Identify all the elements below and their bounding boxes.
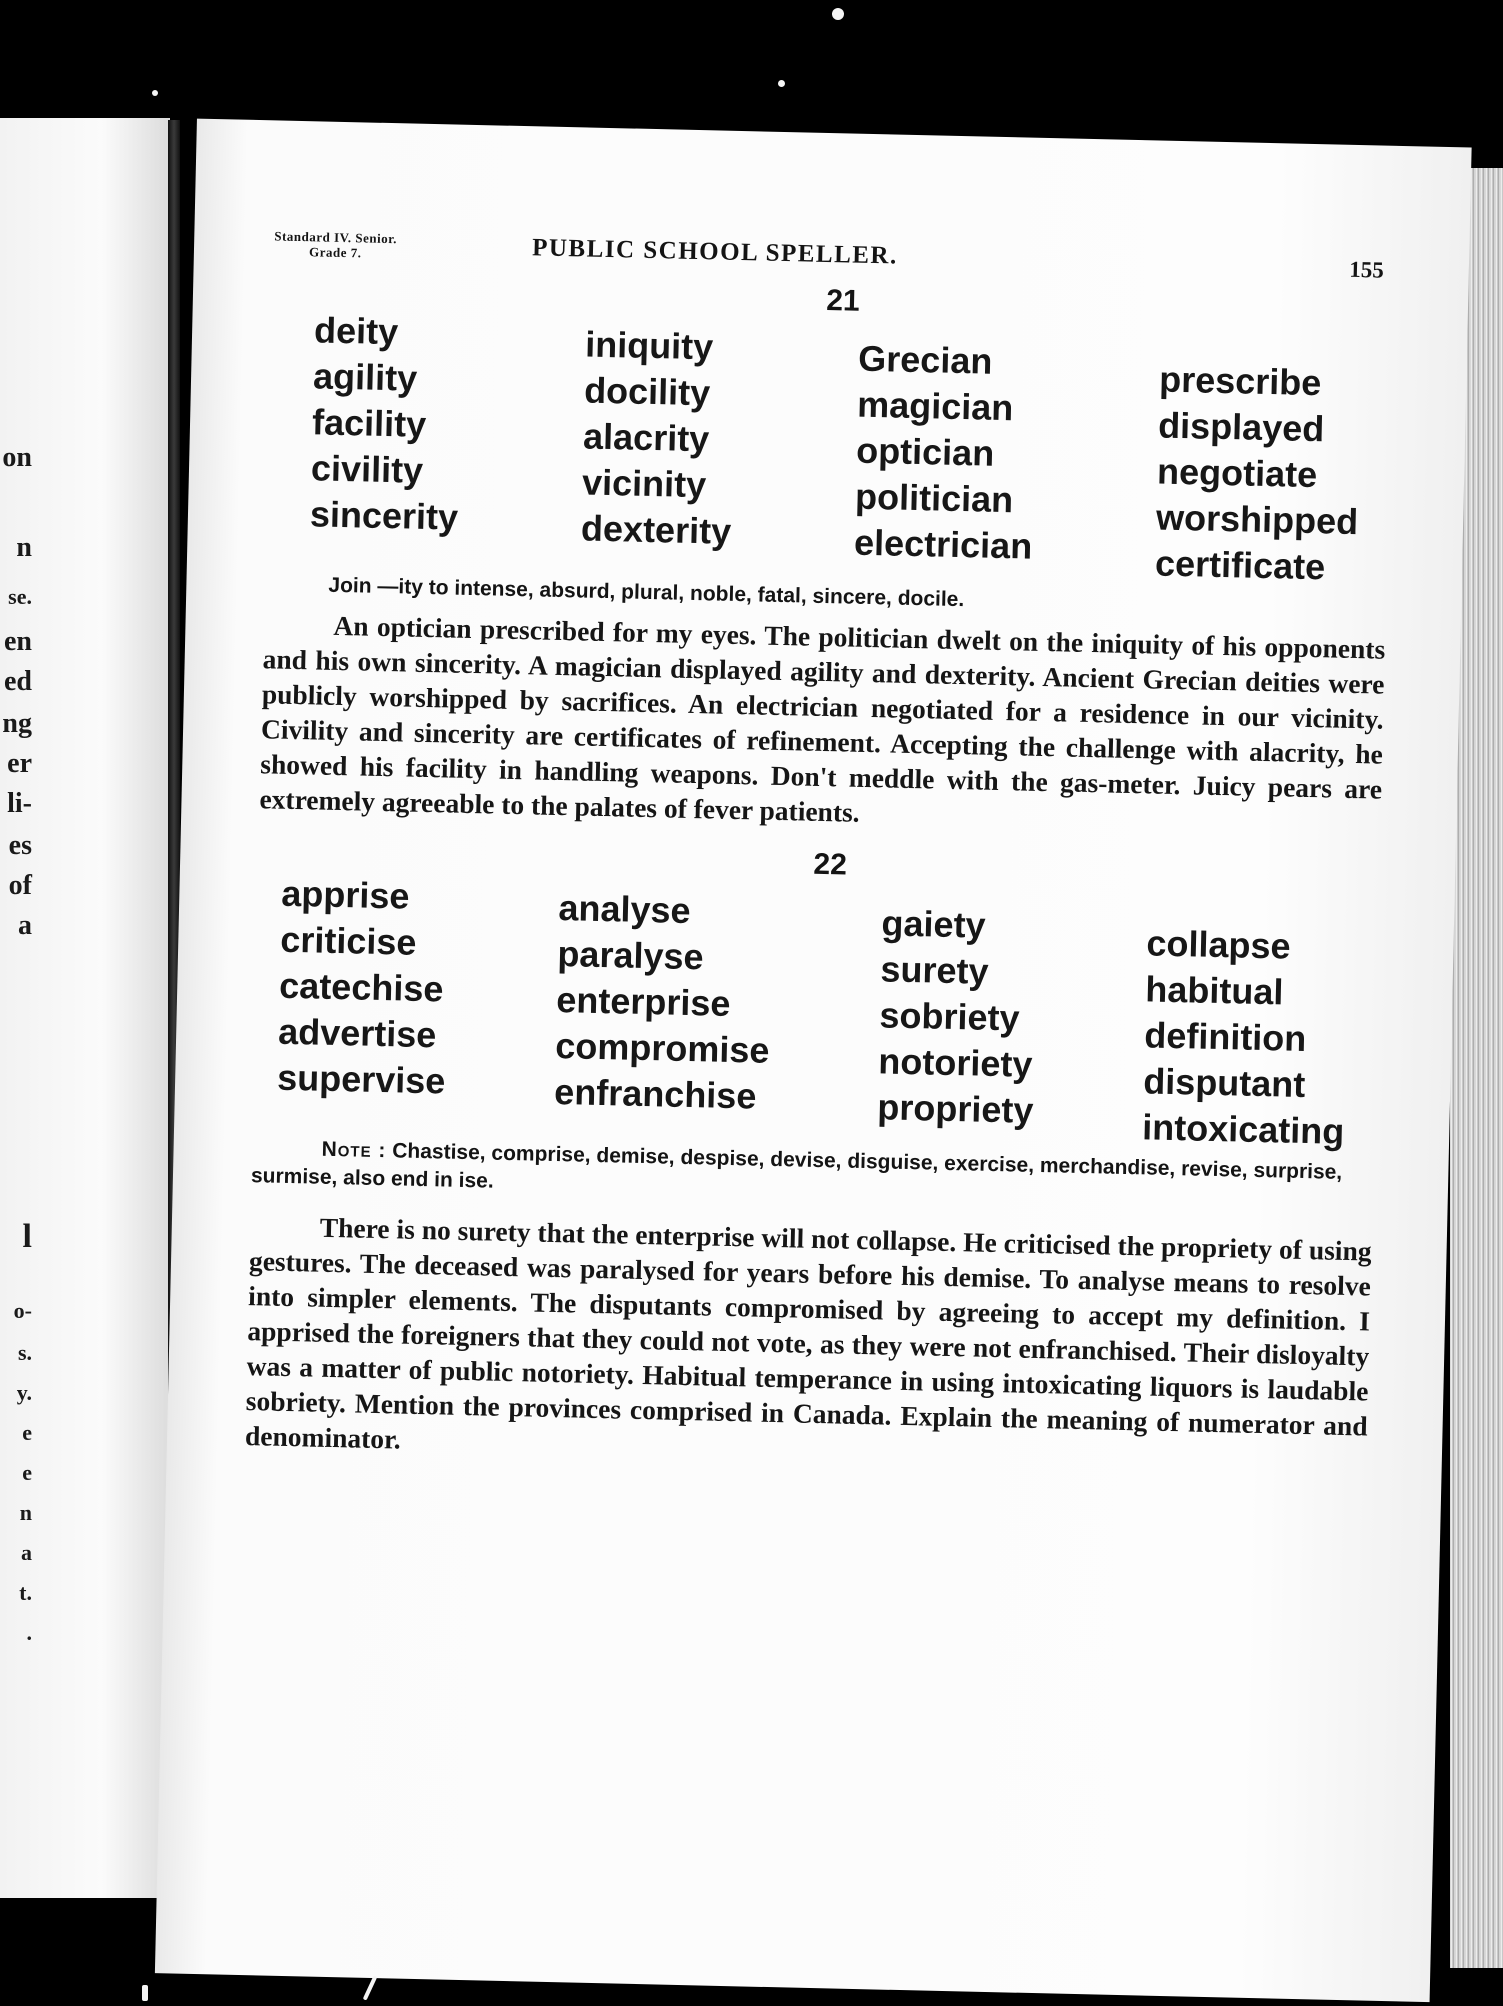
- spelling-word: gaiety: [881, 902, 987, 946]
- fragment: s.: [17, 1340, 32, 1365]
- spelling-word: notoriety: [877, 1040, 1033, 1085]
- fragment: .: [26, 1620, 32, 1645]
- spelling-word: dexterity: [580, 507, 732, 552]
- fragment: ng: [2, 708, 32, 739]
- page-content: [227, 220, 1395, 1479]
- word-column: [580, 321, 736, 576]
- spelling-word: sincerity: [309, 493, 459, 538]
- word-list: [247, 306, 1393, 592]
- spelling-word: definition: [1143, 1014, 1307, 1060]
- fragment: en: [4, 626, 32, 657]
- word-column: [877, 900, 1039, 1147]
- grade-line-2: Grade 7.: [308, 244, 362, 261]
- spelling-word: intoxicating: [1141, 1106, 1345, 1152]
- lesson-21: [241, 270, 1393, 842]
- fragment: o-: [13, 1298, 32, 1323]
- spelling-word: displayed: [1157, 404, 1325, 450]
- fragment: e: [22, 1420, 32, 1445]
- word-column: [853, 336, 1037, 584]
- film-speck: [832, 8, 844, 20]
- fragment: n: [19, 1500, 32, 1525]
- fragment: on: [2, 442, 32, 473]
- film-speck: [142, 1985, 148, 2001]
- spelling-word: enfranchise: [553, 1070, 757, 1117]
- dictation-paragraph: There is no surety that the enterprise will not collapse. He criticised the propriety of using gestures. The deceased was paralysed for years before his demise. To analyse means to resolve into simpler elements. The disputants compromised by agreeing to accept my definition. I apprised the foreigners that they could not vote, as they were not enfranchised. Their disloyalty was a matter of public notoriety. Habitual temperance in using intoxicating liquors is laudable sobriety. Mention the provinces comprised in Canada. Explain the meaning of numerator and denominator.: [244, 1211, 1372, 1455]
- fragment: l: [22, 1218, 32, 1255]
- film-speck: [778, 80, 785, 87]
- lesson-number: 22: [813, 847, 848, 882]
- spelling-word: iniquity: [584, 323, 714, 368]
- spelling-word: certificate: [1154, 542, 1326, 588]
- spelling-word: magician: [856, 383, 1014, 429]
- spelling-word: catechise: [278, 964, 444, 1010]
- spelling-word: Grecian: [857, 337, 993, 382]
- spelling-word: criticise: [279, 918, 417, 963]
- spelling-word: advertise: [277, 1010, 437, 1056]
- fragment: a: [18, 910, 32, 941]
- facing-page: [0, 118, 170, 1898]
- spelling-word: disputant: [1142, 1060, 1306, 1106]
- spelling-word: agility: [312, 355, 418, 399]
- spelling-word: apprise: [280, 872, 410, 917]
- spelling-word: surety: [880, 948, 990, 992]
- fragment: er: [7, 748, 32, 779]
- facing-page-text-fragments: [0, 118, 36, 1898]
- spelling-word: enterprise: [555, 979, 731, 1024]
- spelling-word: facility: [311, 401, 427, 445]
- grade-line-1: Standard IV. Senior.: [274, 228, 398, 247]
- fragment: a: [21, 1540, 32, 1565]
- word-column: [553, 885, 773, 1142]
- spelling-word: analyse: [558, 887, 692, 932]
- spelling-word: collapse: [1146, 922, 1291, 967]
- fragment: li-: [7, 788, 32, 819]
- page-number: 155: [1349, 256, 1385, 283]
- spelling-word: compromise: [554, 1024, 770, 1071]
- spelling-word: vicinity: [581, 461, 707, 506]
- fragment: of: [8, 870, 32, 901]
- fragment: ed: [4, 666, 32, 697]
- grade-label: [274, 228, 397, 261]
- spelling-word: electrician: [853, 521, 1033, 567]
- spelling-word: politician: [854, 475, 1014, 521]
- lesson-22: [227, 834, 1381, 1479]
- spelling-word: prescribe: [1158, 358, 1322, 404]
- spelling-word: propriety: [876, 1086, 1034, 1131]
- spelling-word: supervise: [276, 1056, 446, 1102]
- word-column: [1142, 920, 1349, 1155]
- word-column: [1155, 357, 1362, 592]
- spelling-word: sobriety: [879, 994, 1020, 1039]
- fragment: e: [22, 1460, 32, 1485]
- word-column: [276, 871, 450, 1135]
- note-label: Note :: [321, 1137, 387, 1163]
- book-page: [155, 119, 1472, 2002]
- film-speck: [363, 1975, 378, 2000]
- book-title: PUBLIC SCHOOL SPELLER.: [531, 234, 899, 270]
- fragment: t.: [19, 1580, 32, 1605]
- spelling-word: paralyse: [557, 933, 705, 978]
- fragment: y.: [16, 1380, 32, 1405]
- fragment: se.: [8, 584, 32, 609]
- word-list: [234, 870, 1380, 1156]
- spelling-word: habitual: [1144, 968, 1284, 1013]
- spelling-word: docility: [583, 369, 711, 414]
- spelling-word: negotiate: [1156, 450, 1318, 496]
- spelling-word: optician: [855, 429, 995, 474]
- spelling-word: alacrity: [582, 415, 710, 460]
- exercise-instruction: Join —ity to intense, absurd, plural, noble, fatal, sincere, docile.: [328, 573, 965, 612]
- note-text: Chastise, comprise, demise, despise, devise, disguise, exercise, merchandise, revise, surprise, surmise, also end in ise.: [250, 1139, 1343, 1193]
- lesson-number: 21: [825, 283, 861, 318]
- fragment: es: [8, 830, 32, 861]
- dictation-paragraph: An optician prescribed for my eyes. The politician dwelt on the iniquity of his opponents and his own sincerity. A magician displayed agility and dexterity. Ancient Grecian deities were publicly worshipped by sacrifices. An electrician negotiated for a residence in our vicinity. Civility and sincerity are certificates of refinement. Accepting the challenge with alacrity, he showed his facility in handling weapons. Don't meddle with the gas-meter. Juicy pears are extremely agreeable to the palates of fever patients.: [259, 609, 1386, 828]
- spelling-word: worshipped: [1155, 496, 1359, 543]
- film-speck: [152, 90, 158, 96]
- spelling-word: civility: [310, 447, 424, 491]
- fragment: n: [16, 532, 32, 563]
- spelling-word: deity: [313, 309, 399, 353]
- word-column: [309, 307, 463, 570]
